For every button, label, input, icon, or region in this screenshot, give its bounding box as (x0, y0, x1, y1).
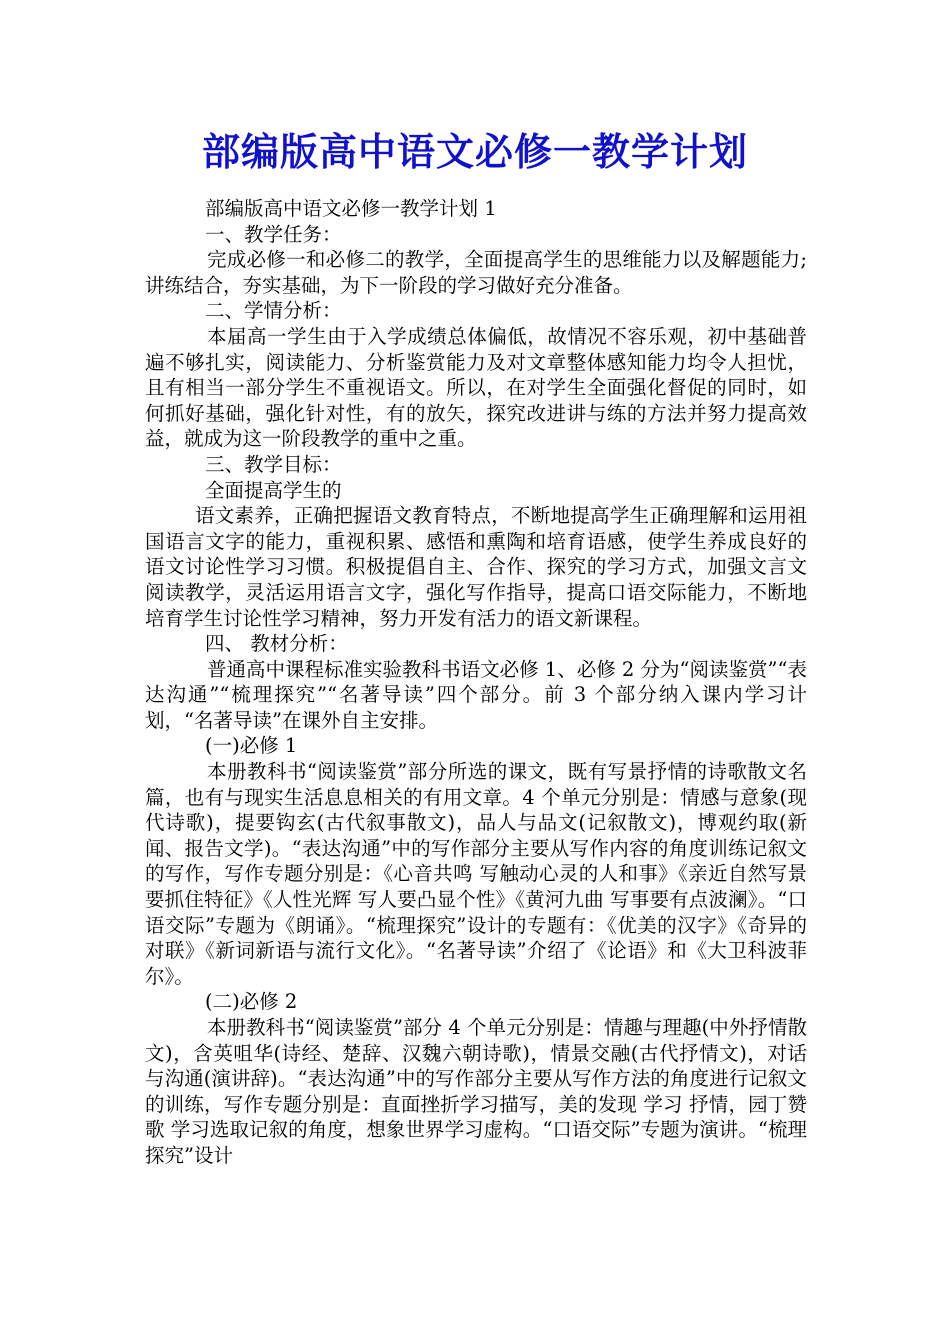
section-heading: 三、教学目标： (205, 452, 342, 476)
body-paragraph: 普通高中课程标准实验教科书语文必修 1、必修 2 分为“阅读鉴赏”“表达沟通”“梳理探究”“名著导读”四个部分。前 3 个部分纳入课内学习计划，“名著导读”在课外自主安排。 (145, 657, 807, 732)
body-paragraph: 本届高一学生由于入学成绩总体偏低，故情况不容乐观，初中基础普遍不够扎实，阅读能力、分析鉴赏能力及对文章整体感知能力均令人担忧，且有相当一部分学生不重视语文。所以，在对学生全面强化督促的同时，如何抓好基础，强化针对性，有的放矢，探究改进讲与练的方法并努力提高效益，就成为这一阶段教学的重中之重。 (145, 324, 807, 451)
subsection-heading: (二)必修 2 (205, 990, 298, 1014)
section-heading: 一、教学任务： (205, 222, 342, 246)
document-title: 部编版高中语文必修一教学计划 (201, 130, 748, 174)
section-heading: 四、 教材分析： (205, 632, 348, 656)
body-paragraph: 语文素养，正确把握语文教育特点，不断地提高学生正确理解和运用祖国语言文字的能力，重视积累、感悟和熏陶和培育语感，使学生养成良好的语文讨论性学习习惯。积极提倡自主、合作、探究的学习方式，加强文言文阅读教学，灵活运用语言文字，强化写作指导，提高口语交际能力，不断地培育学生讨论性学习精神，努力开发有活力的语文新课程。 (145, 504, 807, 630)
document-body (145, 196, 807, 1169)
body-paragraph: 本册教科书“阅读鉴赏”部分 4 个单元分别是：情趣与理趣(中外抒情散文)，含英咀华(诗经、楚辞、汉魏六朝诗歌)，情景交融(古代抒情文)，对话与沟通(演讲辞)。“表达沟通”中的写作部分主要从写作方法的角度进行记叙文的训练，写作专题分别是：直面挫折学习描写，美的发现 学习 抒情，园丁赞歌 学习选取记叙的角度，想象世界学习虚构。“口语交际”专题为演讲。“梳理探究”设计 (145, 1016, 807, 1167)
subsection-heading: (一)必修 1 (205, 734, 298, 758)
subtitle-paragraph: 部编版高中语文必修一教学计划 1 (205, 197, 497, 220)
body-paragraph: 全面提高学生的 (205, 478, 342, 502)
body-paragraph: 完成必修一和必修二的教学，全面提高学生的思维能力以及解题能力;讲练结合，夯实基础，为下一阶段的学习做好充分准备。 (145, 248, 807, 297)
section-heading: 二、学情分析： (205, 299, 342, 323)
body-paragraph: 本册教科书“阅读鉴赏”部分所选的课文，既有写景抒情的诗歌散文名篇，也有与现实生活息息相关的有用文章。4 个单元分别是：情感与意象(现代诗歌)，提要钩玄(古代叙事散文)，品人与品文(记叙散文)，博观约取(新闻、报告文学)。“表达沟通”中的写作部分主要从写作内容的角度训练记叙文的写作，写作专题分别是：《心音共鸣 写触动心灵的人和事》《亲近自然写景要抓住特征》《人性光辉 写人要凸显个性》《黄河九曲 写事要有点波澜》。“口语交际”专题为《朗诵》。“梳理探究”设计的专题有：《优美的汉字》《奇异的对联》《新词新语与流行文化》。“名著导读”介绍了《论语》和《大卫科波菲尔》。 (145, 760, 807, 988)
